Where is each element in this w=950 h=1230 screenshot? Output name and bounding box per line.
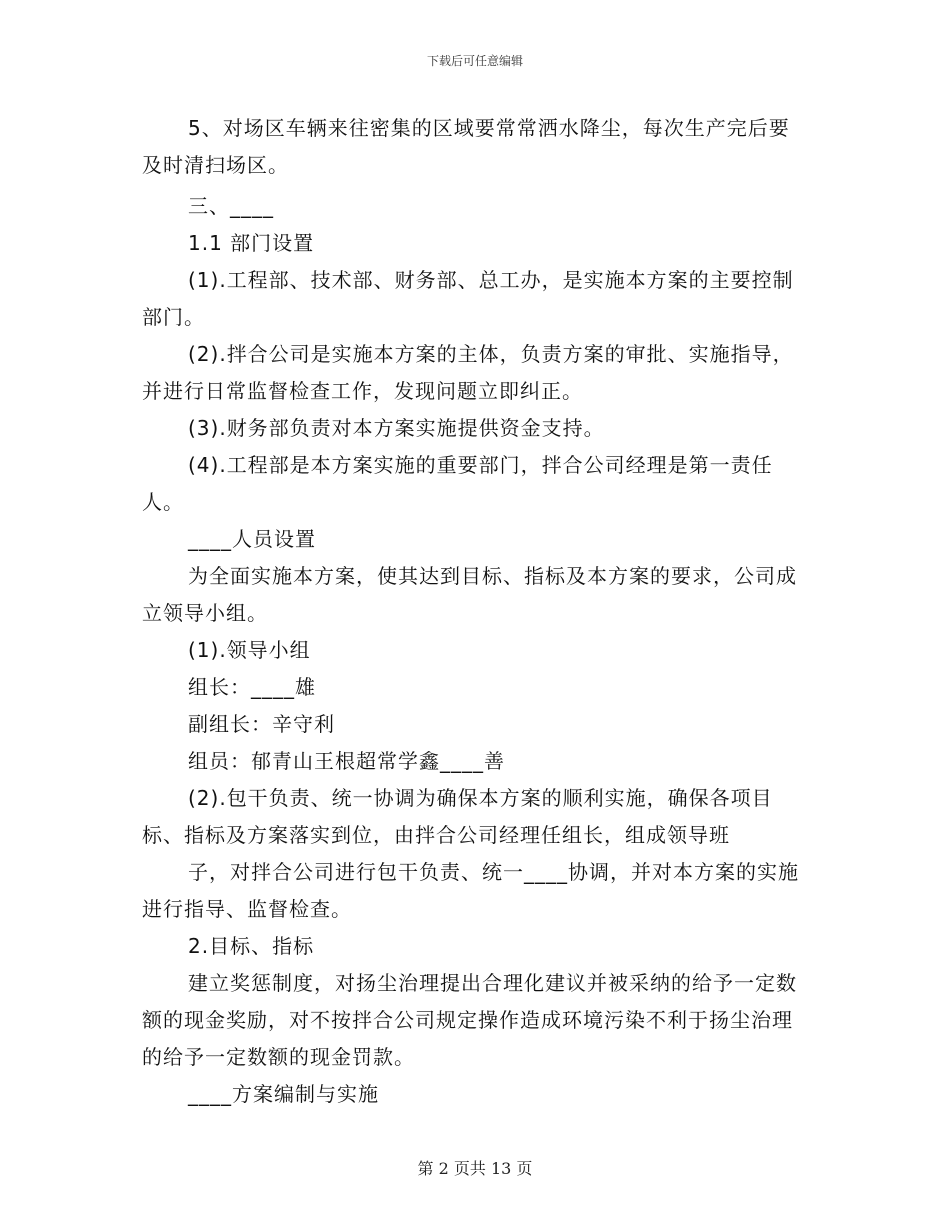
page-header: 下载后可任意编辑 <box>426 54 523 68</box>
paragraph-staff-intro: 为全面实施本方案，使其达到目标、指标及本方案的要求，公司成立领导小组。 <box>142 564 797 625</box>
paragraph-responsibility-cont: 子，对拌合公司进行包干负责、统一____协调，并对本方案的实施进行指导、监督检查。 <box>142 860 799 921</box>
subsection-heading-dept: 1.1 部门设置 <box>188 231 315 255</box>
paragraph-dept-2: (2).拌合公司是实施本方案的主体，负责方案的审批、实施指导，并进行日常监督检查工作，发现问题立即纠正。 <box>142 342 794 403</box>
page-number: 第 2 页共 13 页 <box>417 1159 533 1178</box>
document-body <box>142 110 807 1113</box>
subsection-heading-plan: ____方案编制与实施 <box>188 1082 379 1106</box>
paragraph-leadership-group: (1).领导小组 <box>188 638 311 662</box>
paragraph-reward-system: 建立奖惩制度，对扬尘治理提出合理化建议并被采纳的给予一定数额的现金奖励，对不按拌合公司规定操作造成环境污染不利于扬尘治理的给予一定数额的现金罚款。 <box>142 971 797 1069</box>
paragraph-dept-1: (1).工程部、技术部、财务部、总工办，是实施本方案的主要控制部门。 <box>142 268 794 329</box>
subsection-heading-staff: ____人员设置 <box>188 527 316 551</box>
paragraph-responsibility: (2).包干负责、统一协调为确保本方案的顺利实施，确保各项目标、指标及方案落实到位，由拌合公司经理任组长，组成领导班 <box>142 786 773 847</box>
paragraph-dept-3: (3).财务部负责对本方案实施提供资金支持。 <box>188 416 605 440</box>
section-heading-3: 三、____ <box>188 194 274 218</box>
paragraph-dept-4: (4).工程部是本方案实施的重要部门，拌合公司经理是第一责任人。 <box>142 453 773 514</box>
paragraph-deputy-leader: 副组长：辛守利 <box>188 712 335 736</box>
paragraph-group-leader: 组长：____雄 <box>188 675 316 699</box>
paragraph-group-members: 组员：郁青山王根超常学鑫____善 <box>188 749 505 773</box>
paragraph-item-5: 5、对场区车辆来往密集的区域要常常洒水降尘，每次生产完后要及时清扫场区。 <box>142 116 790 177</box>
subsection-heading-targets: 2.目标、指标 <box>188 934 315 958</box>
